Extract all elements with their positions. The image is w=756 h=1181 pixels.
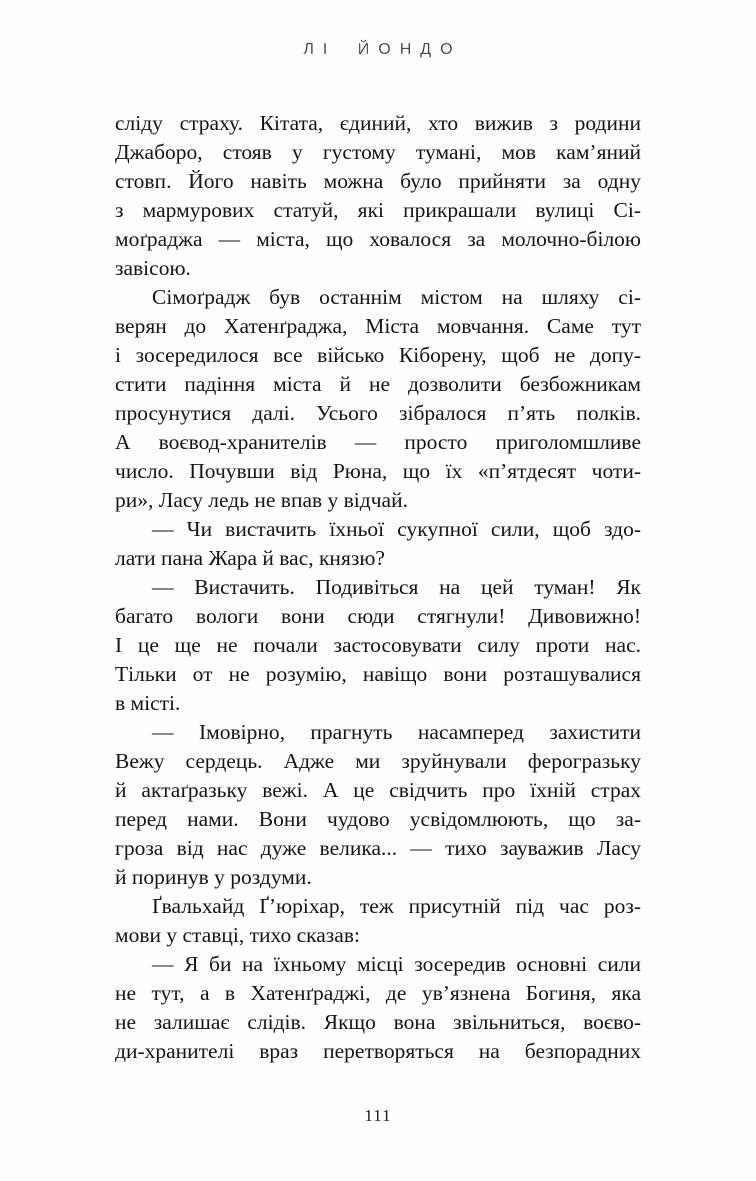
text-line: перед нами. Вони чудово усвідомлюють, що за- bbox=[115, 807, 641, 831]
paragraph bbox=[115, 283, 641, 515]
text-line: Ґвальхайд Ґ’юріхар, теж присутній під час роз- bbox=[152, 894, 641, 918]
paragraph bbox=[115, 718, 641, 892]
text-line: гроза від нас дуже велика... — тихо зауважив Ласу bbox=[115, 836, 641, 860]
page-number: 111 bbox=[364, 1106, 392, 1125]
text-line: не тут, а в Хатенґраджі, де ув’язнена Богиня, яка bbox=[115, 981, 641, 1005]
paragraph bbox=[115, 950, 641, 1066]
text-line: стити падіння міста й не дозволити безбожникам bbox=[115, 372, 641, 396]
text-line: не залишає слідів. Якщо вона звільниться, воєво- bbox=[115, 1010, 641, 1034]
text-line: І це ще не почали застосовувати силу проти нас. bbox=[115, 633, 641, 657]
text-line: ри», Ласу ледь не впав у відчай. bbox=[115, 488, 408, 512]
text-line: Джаборо, стояв у густому тумані, мов кам’яний bbox=[115, 140, 641, 164]
text-line: — Чи вистачить їхньої сукупної сили, щоб здо- bbox=[152, 517, 641, 541]
text-line: сліду страху. Кітата, єдиний, хто вижив з родини bbox=[115, 111, 641, 135]
text-line: мови у ставці, тихо сказав: bbox=[115, 923, 360, 947]
text-line: й актаґразьку вежі. А це свідчить про їхній страх bbox=[115, 778, 641, 802]
text-line: ди-хранителі враз перетворяться на безпорадних bbox=[115, 1039, 641, 1063]
text-line: А воєвод-хранителів — просто приголомшливе bbox=[115, 430, 641, 454]
text-line: й поринув у роздуми. bbox=[115, 865, 312, 889]
text-line: і зосередилося все військо Кіборену, щоб не допу- bbox=[115, 343, 641, 367]
text-line: Тільки от не розумію, навіщо вони розташувалися bbox=[115, 662, 641, 686]
text-line: — Я би на їхньому місці зосередив основні сили bbox=[152, 952, 641, 976]
paragraph bbox=[115, 515, 641, 573]
running-header: ЛІ ЙОНДО bbox=[303, 41, 462, 58]
text-line: Вежу сердець. Адже ми зруйнували ферогразьку bbox=[115, 749, 641, 773]
paragraph bbox=[115, 109, 641, 283]
text-line: число. Почувши від Рюна, що їх «п’ятдесят чоти- bbox=[115, 459, 641, 483]
text-line: — Імовірно, прагнуть насамперед захистити bbox=[152, 720, 641, 744]
paragraph bbox=[115, 892, 641, 950]
text-line: багато вологи вони сюди стягнули! Дивовижно! bbox=[115, 604, 641, 628]
text-line: просунутися далі. Усього зібралося п’ять полків. bbox=[115, 401, 641, 425]
text-line: — Вистачить. Подивіться на цей туман! Як bbox=[152, 575, 641, 599]
body-text bbox=[115, 109, 641, 1066]
text-line: верян до Хатенґраджа, Міста мовчання. Саме тут bbox=[115, 314, 641, 338]
text-line: стовп. Його навіть можна було прийняти за одну bbox=[115, 169, 641, 193]
text-line: з мармурових статуй, які прикрашали вулиці Сі- bbox=[115, 198, 641, 222]
text-line: Сімоґрадж був останнім містом на шляху сі- bbox=[152, 285, 641, 309]
text-line: лати пана Жара й вас, князю? bbox=[115, 546, 385, 570]
paragraph bbox=[115, 573, 641, 718]
text-line: завісою. bbox=[115, 256, 191, 280]
text-line: моґраджа — міста, що ховалося за молочно-білою bbox=[115, 227, 641, 251]
text-line: в місті. bbox=[115, 691, 181, 715]
